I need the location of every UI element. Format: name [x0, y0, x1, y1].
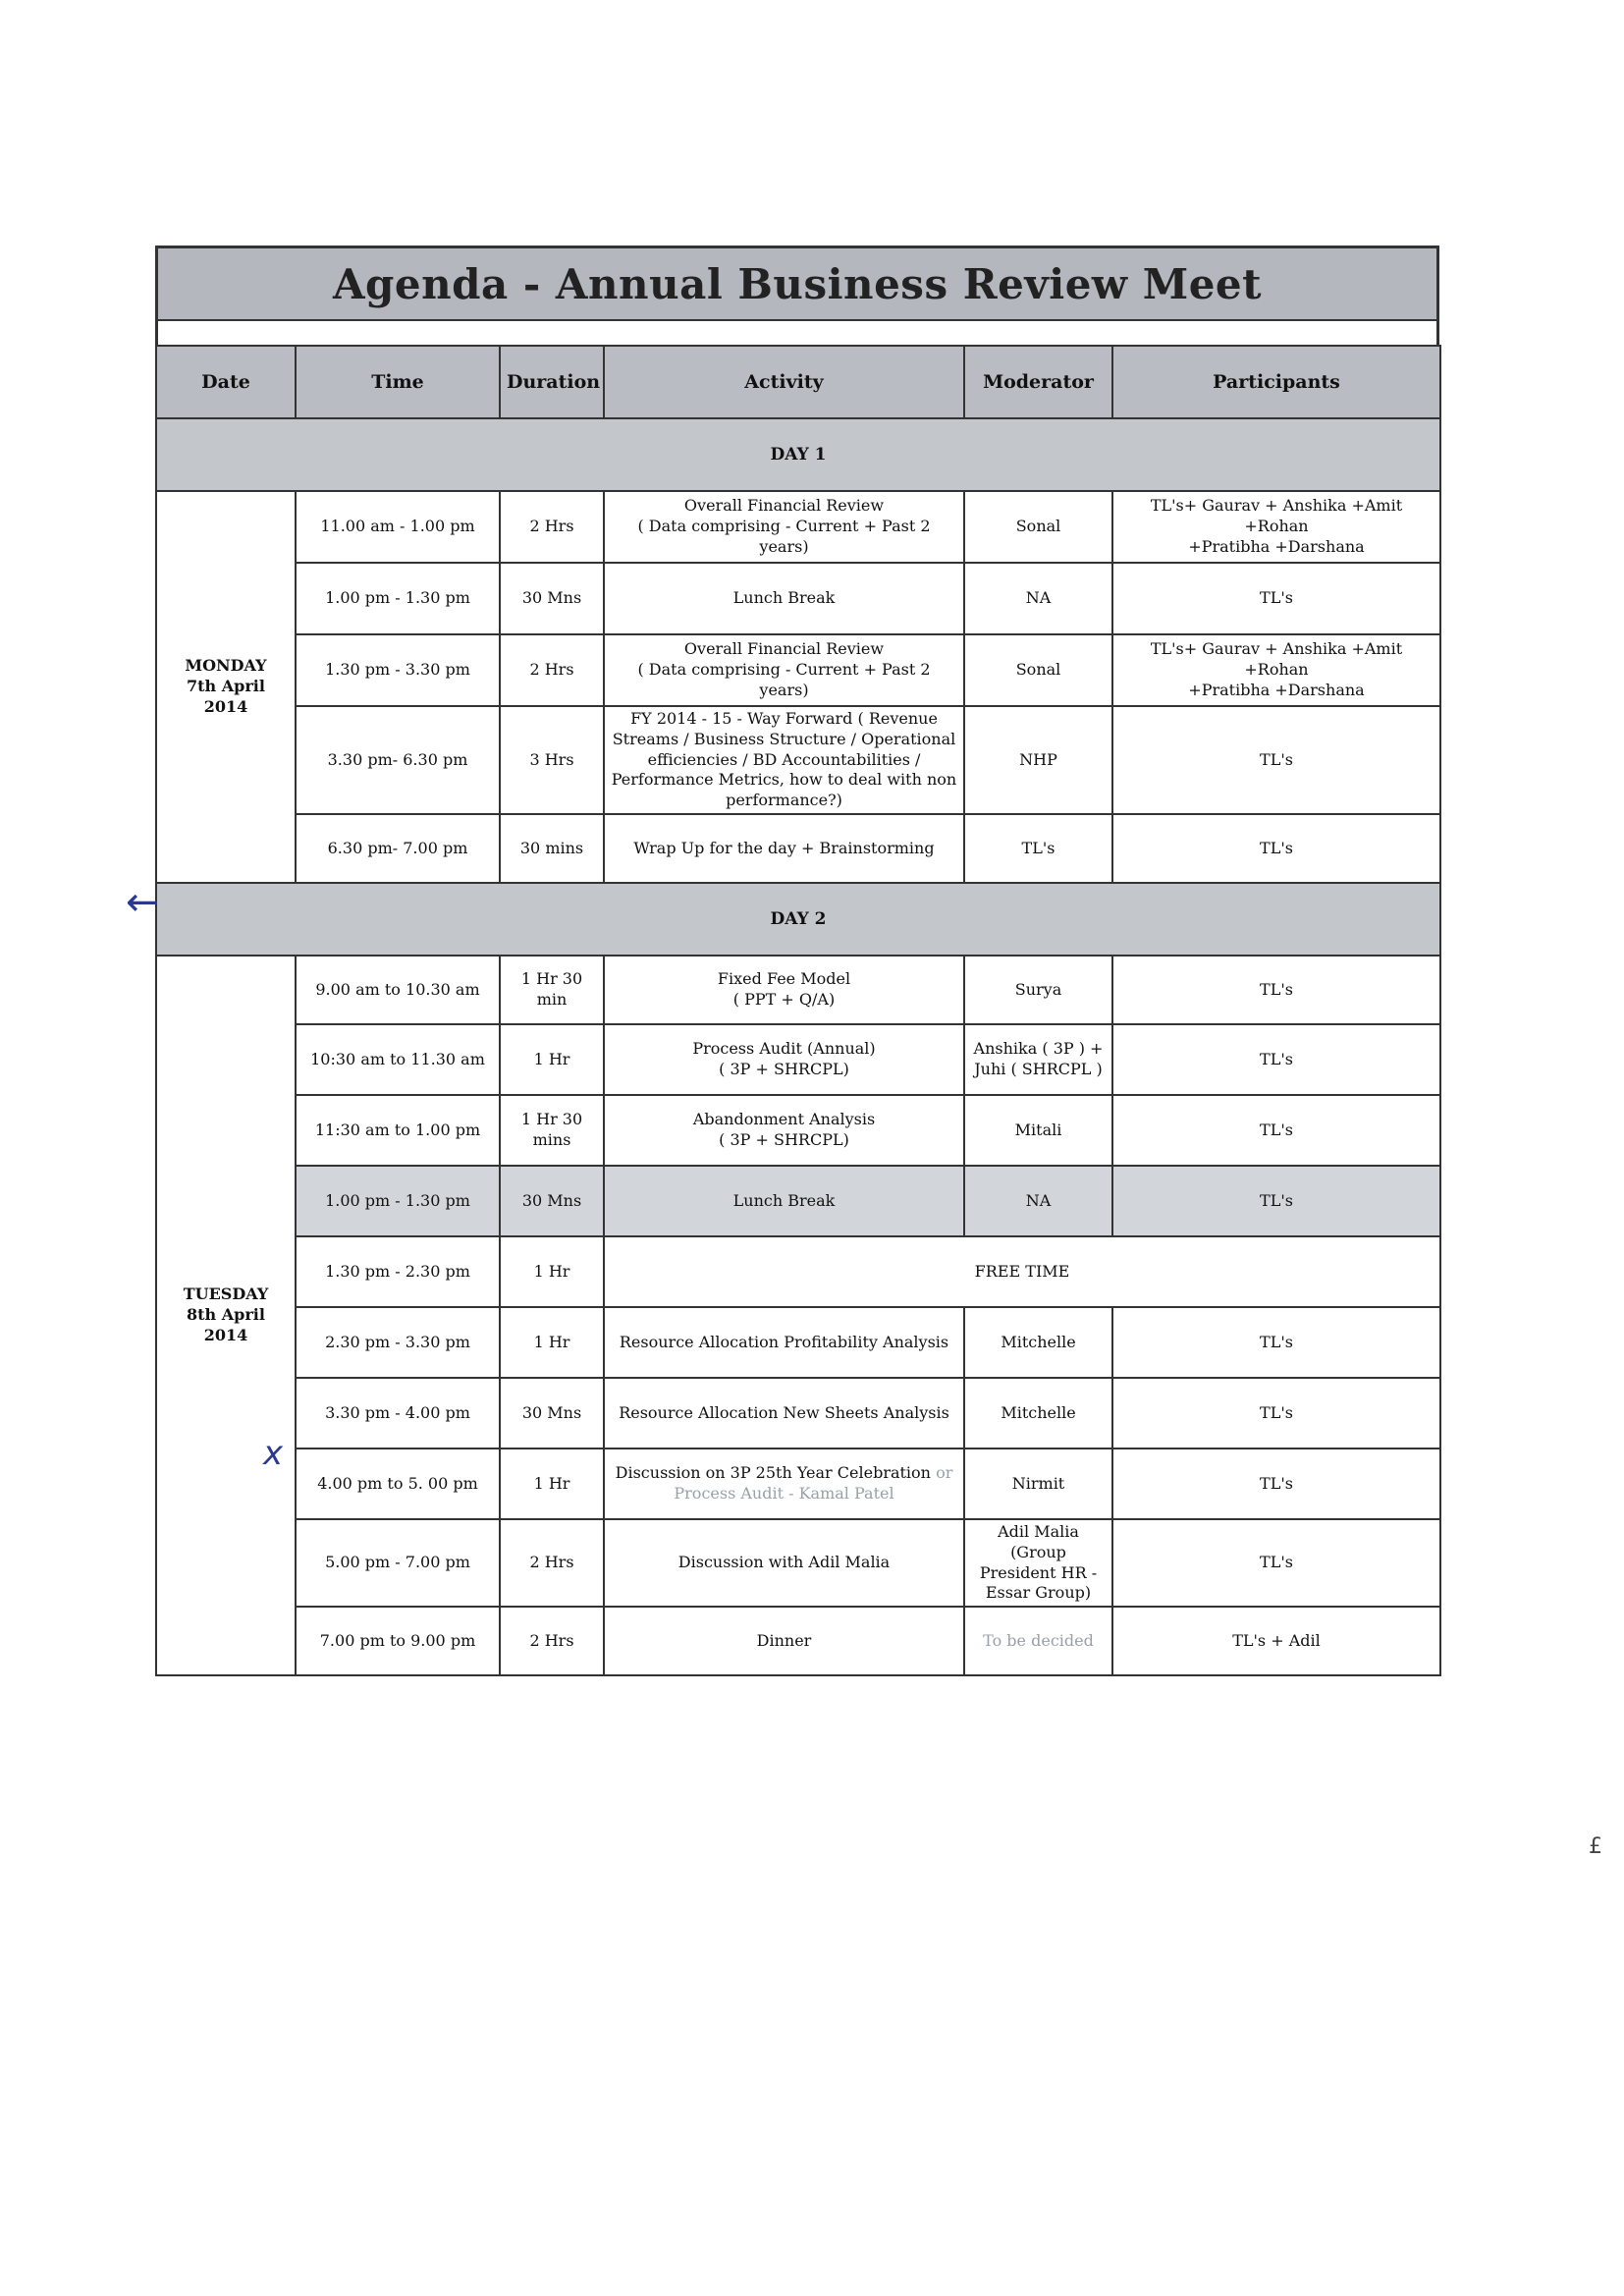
- time-cell: 1.30 pm - 3.30 pm: [296, 634, 500, 706]
- time-cell: 10:30 am to 11.30 am: [296, 1024, 500, 1095]
- activity-line: Discussion on 3P 25th Year Celebration: [615, 1463, 931, 1483]
- duration-cell: 2 Hrs: [500, 1607, 604, 1675]
- duration-cell: 30 Mns: [500, 1378, 604, 1449]
- participants-cell: TL's + Adil: [1112, 1607, 1440, 1675]
- activity-cell: [604, 1449, 964, 1519]
- page-title: Agenda - Annual Business Review Meet: [155, 246, 1439, 319]
- activity-line: ( Data comprising - Current + Past 2 years): [637, 660, 931, 699]
- time-cell: 7.00 pm to 9.00 pm: [296, 1607, 500, 1675]
- header-row: [156, 346, 1440, 418]
- handwritten-x-mark-icon: x: [263, 1434, 284, 1473]
- activity-cell: [604, 634, 964, 706]
- participants-cell: TL's: [1112, 1095, 1440, 1166]
- participants-cell: TL's: [1112, 1449, 1440, 1519]
- activity-line: Overall Financial Review: [683, 496, 885, 516]
- participants-cell: TL's: [1112, 1307, 1440, 1378]
- participants-line: +Pratibha +Darshana: [1188, 680, 1365, 699]
- header-moderator: Moderator: [964, 346, 1112, 418]
- time-cell: 5.00 pm - 7.00 pm: [296, 1519, 500, 1607]
- duration-cell: 2 Hrs: [500, 1519, 604, 1607]
- participants-cell: [1112, 491, 1440, 563]
- table-row: [156, 1378, 1440, 1449]
- moderator-cell: NA: [964, 563, 1112, 634]
- activity-line: Process Audit (Annual): [692, 1039, 876, 1059]
- time-cell: 4.00 pm to 5. 00 pm: [296, 1449, 500, 1519]
- table-row: [156, 1607, 1440, 1675]
- table-row: [156, 1236, 1440, 1307]
- table-row: [156, 956, 1440, 1024]
- moderator-cell: Anshika ( 3P ) + Juhi ( SHRCPL ): [964, 1024, 1112, 1095]
- moderator-cell: Nirmit: [964, 1449, 1112, 1519]
- time-cell: 6.30 pm- 7.00 pm: [296, 814, 500, 883]
- duration-cell: 1 Hr: [500, 1024, 604, 1095]
- moderator-cell: NHP: [964, 706, 1112, 814]
- duration-cell: 3 Hrs: [500, 706, 604, 814]
- activity-cell: [604, 1024, 964, 1095]
- table-row: [156, 1024, 1440, 1095]
- moderator-cell: Sonal: [964, 634, 1112, 706]
- duration-cell: 1 Hr: [500, 1307, 604, 1378]
- table-row: [156, 491, 1440, 563]
- free-time-cell: FREE TIME: [604, 1236, 1440, 1307]
- activity-line: ( 3P + SHRCPL): [719, 1129, 849, 1149]
- activity-cell: Lunch Break: [604, 563, 964, 634]
- day2-date-cell: [156, 956, 296, 1675]
- table-row: [156, 634, 1440, 706]
- duration-cell: 1 Hr: [500, 1449, 604, 1519]
- day2-label: DAY 2: [156, 883, 1440, 956]
- participants-cell: TL's: [1112, 1378, 1440, 1449]
- participants-cell: [1112, 634, 1440, 706]
- day1-banner: [156, 418, 1440, 491]
- time-cell: 1.00 pm - 1.30 pm: [296, 1166, 500, 1236]
- header-activity: Activity: [604, 346, 964, 418]
- participants-cell: TL's: [1112, 956, 1440, 1024]
- participants-line: +Pratibha +Darshana: [1188, 536, 1365, 556]
- time-cell: 2.30 pm - 3.30 pm: [296, 1307, 500, 1378]
- duration-cell: 1 Hr: [500, 1236, 604, 1307]
- participants-cell: TL's: [1112, 814, 1440, 883]
- time-cell: 11:30 am to 1.00 pm: [296, 1095, 500, 1166]
- participants-cell: TL's: [1112, 563, 1440, 634]
- header-participants: Participants: [1112, 346, 1440, 418]
- day1-weekday: MONDAY: [185, 656, 267, 676]
- participants-cell: TL's: [1112, 1519, 1440, 1607]
- table-row: [156, 563, 1440, 634]
- activity-line: Overall Financial Review: [683, 639, 885, 659]
- day2-date: 8th April 2014: [187, 1305, 265, 1344]
- header-time: Time: [296, 346, 500, 418]
- moderator-cell: Surya: [964, 956, 1112, 1024]
- day1-label: DAY 1: [156, 418, 1440, 491]
- activity-cell: Lunch Break: [604, 1166, 964, 1236]
- activity-line: ( 3P + SHRCPL): [719, 1059, 849, 1078]
- day1-date-cell: [156, 491, 296, 883]
- duration-cell: 30 Mns: [500, 1166, 604, 1236]
- participants-line: TL's+ Gaurav + Anshika +Amit +Rohan: [1150, 496, 1403, 536]
- activity-line: Fixed Fee Model: [717, 969, 851, 989]
- moderator-cell: Mitali: [964, 1095, 1112, 1166]
- table-row: [156, 1166, 1440, 1236]
- agenda-sheet: [155, 246, 1439, 1676]
- table-row: [156, 1449, 1440, 1519]
- corner-mark: £: [1589, 1834, 1602, 1859]
- duration-cell: 1 Hr 30 mins: [500, 1095, 604, 1166]
- activity-cell: FY 2014 - 15 - Way Forward ( Revenue Streams / Business Structure / Operational efficiencies / BD Accountabilities / Performance Metrics, how to deal with non performance?): [604, 706, 964, 814]
- agenda-table: [155, 345, 1441, 1676]
- participants-cell: TL's: [1112, 706, 1440, 814]
- table-row: [156, 1519, 1440, 1607]
- activity-cell: Resource Allocation Profitability Analysis: [604, 1307, 964, 1378]
- moderator-cell: Sonal: [964, 491, 1112, 563]
- activity-cell: [604, 1095, 964, 1166]
- time-cell: 11.00 am - 1.00 pm: [296, 491, 500, 563]
- duration-cell: 2 Hrs: [500, 634, 604, 706]
- duration-cell: 30 mins: [500, 814, 604, 883]
- day1-date: 7th April 2014: [187, 677, 265, 716]
- moderator-cell: Mitchelle: [964, 1378, 1112, 1449]
- day2-weekday: TUESDAY: [183, 1285, 269, 1304]
- header-date: Date: [156, 346, 296, 418]
- moderator-cell: Adil Malia (Group President HR - Essar Group): [964, 1519, 1112, 1607]
- activity-cell: Discussion with Adil Malia: [604, 1519, 964, 1607]
- activity-cell: [604, 491, 964, 563]
- participants-cell: TL's: [1112, 1166, 1440, 1236]
- time-cell: 3.30 pm- 6.30 pm: [296, 706, 500, 814]
- time-cell: 3.30 pm - 4.00 pm: [296, 1378, 500, 1449]
- time-cell: 1.00 pm - 1.30 pm: [296, 563, 500, 634]
- activity-line: ( PPT + Q/A): [732, 989, 836, 1009]
- activity-cell: Dinner: [604, 1607, 964, 1675]
- activity-line: ( Data comprising - Current + Past 2 years): [637, 517, 931, 556]
- table-row: [156, 1095, 1440, 1166]
- activity-cell: Resource Allocation New Sheets Analysis: [604, 1378, 964, 1449]
- moderator-cell: To be decided: [964, 1607, 1112, 1675]
- time-cell: 1.30 pm - 2.30 pm: [296, 1236, 500, 1307]
- title-spacer: [155, 319, 1439, 345]
- activity-cell: [604, 956, 964, 1024]
- handwritten-arrow-icon: ←: [126, 880, 159, 925]
- header-duration: Duration: [500, 346, 604, 418]
- activity-cell: Wrap Up for the day + Brainstorming: [604, 814, 964, 883]
- moderator-cell: Mitchelle: [964, 1307, 1112, 1378]
- table-row: [156, 1307, 1440, 1378]
- participants-line: TL's+ Gaurav + Anshika +Amit +Rohan: [1150, 639, 1403, 680]
- moderator-cell: TL's: [964, 814, 1112, 883]
- activity-line: Abandonment Analysis: [692, 1110, 876, 1129]
- duration-cell: 2 Hrs: [500, 491, 604, 563]
- duration-cell: 30 Mns: [500, 563, 604, 634]
- moderator-cell: NA: [964, 1166, 1112, 1236]
- time-cell: 9.00 am to 10.30 am: [296, 956, 500, 1024]
- day2-banner: [156, 883, 1440, 956]
- table-row: [156, 706, 1440, 814]
- activity-faint-note: or Process Audit - Kamal Patel: [674, 1463, 953, 1503]
- duration-cell: 1 Hr 30 min: [500, 956, 604, 1024]
- table-row: [156, 814, 1440, 883]
- participants-cell: TL's: [1112, 1024, 1440, 1095]
